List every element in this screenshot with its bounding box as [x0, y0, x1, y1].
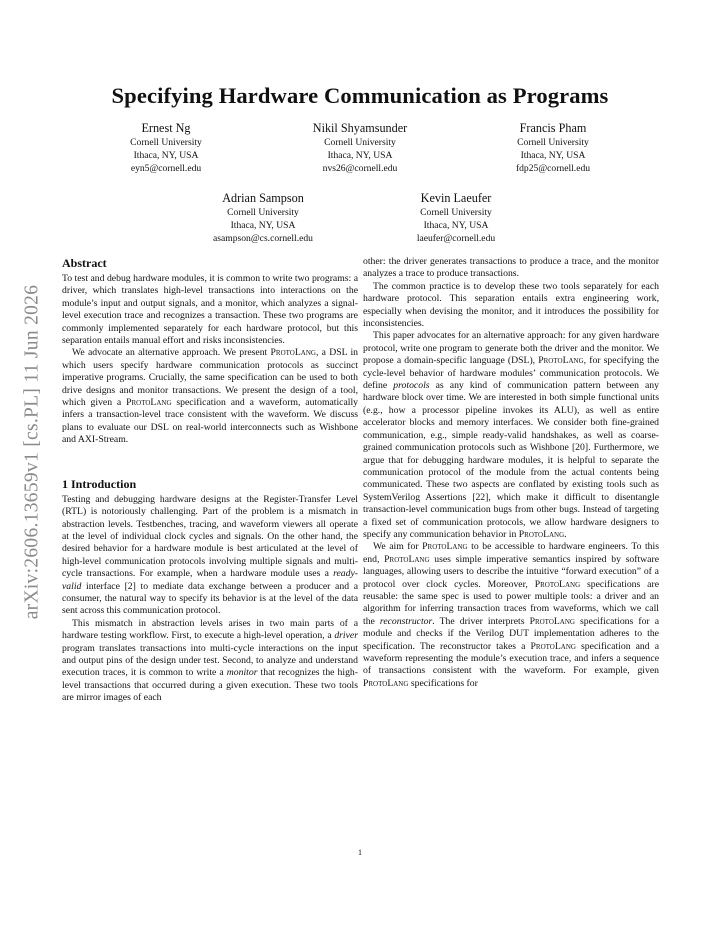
right-column	[363, 256, 659, 690]
author-block	[371, 191, 541, 246]
author-block	[275, 121, 445, 176]
author-email: nvs26@cornell.edu	[322, 163, 398, 175]
author-block	[178, 191, 348, 246]
author-affiliation: Cornell University	[227, 207, 299, 218]
author-affiliation: Cornell University	[420, 207, 492, 218]
author-affiliation: Cornell University	[517, 137, 589, 148]
author-email: eyn5@cornell.edu	[130, 163, 202, 175]
author-name: Adrian Sampson	[222, 191, 304, 205]
protolang-name: ProtoLang	[384, 553, 430, 565]
author-name: Nikil Shyamsunder	[312, 121, 408, 135]
author-location: Ithaca, NY, USA	[423, 220, 489, 232]
protolang-name: ProtoLang	[126, 397, 172, 409]
intro-paragraph: This mismatch in abstraction levels arises in two main parts of a hardware testing workflow. First, to execute a high-level operation, a driver program translates transactions into multi-cycle interactions on the input and output pins of the design under test. Second, to analyze and understand execution traces, it is common to write a monitor that recognizes the high-level transactions that occurred during a given execution. These two tools are mirror images of each	[62, 617, 359, 704]
abstract-heading: Abstract	[62, 256, 107, 270]
author-name: Kevin Laeufer	[420, 191, 492, 205]
author-email: laeufer@cornell.edu	[416, 233, 496, 245]
abstract-paragraph: We advocate an alternative approach. We present ProtoLang, a DSL in which users specify hardware communication protocols as succinct imperative programs. Crucially, the same specification can be used to both drive designs and monitor transactions. We present the design of a tool, which given a ProtoLang specification and a waveform, automatically infers a transaction-level trace consistent with the waveform. We discuss plans to evaluate our DSL on real-world interconnects such as Wishbone and AXI-Stream.	[62, 347, 359, 446]
body-paragraph: The common practice is to develop these two tools separately for each hardware protocol. This separation entails extra engineering work, especially when devising the monitor, and it introduces the possibility for inconsistencies.	[363, 280, 659, 330]
protolang-name: ProtoLang	[363, 677, 409, 689]
body-paragraph: We aim for ProtoLang to be accessible to hardware engineers. To this end, ProtoLang uses simple imperative semantics inspired by software languages, allowing users to describe the intuitive “forward execution” of a protocol over clock cycles. Moreover, ProtoLang specifications are reusable: the same spec is used to power multiple tools: a driver and an algorithm for inferring transaction traces from waveforms, which we call the reconstructor. The driver interprets ProtoLang specifications for a module and checks if the Verilog DUT implementation adheres to the specification. The reconstructor takes a ProtoLang specification and a waveform representing the module’s execution trace, and infers a sequence of transactions consistent with the waveform. For example, given ProtoLang specifications for	[363, 541, 660, 689]
left-column	[62, 256, 358, 705]
author-location: Ithaca, NY, USA	[230, 220, 296, 232]
protolang-name: ProtoLang	[530, 640, 576, 652]
author-email: asampson@cs.cornell.edu	[213, 233, 313, 245]
paper-title: Specifying Hardware Communication as Programs	[111, 83, 609, 108]
protolang-name: ProtoLang	[529, 615, 575, 627]
author-name: Ernest Ng	[141, 121, 191, 135]
protolang-name: ProtoLang	[538, 355, 584, 367]
author-affiliation: Cornell University	[130, 137, 202, 148]
author-location: Ithaca, NY, USA	[133, 150, 199, 162]
protolang-name: ProtoLang	[422, 541, 468, 553]
author-name: Francis Pham	[519, 121, 587, 135]
page-number: 1	[358, 848, 362, 857]
body-paragraph: other: the driver generates transactions to produce a trace, and the monitor analyzes a trace to produce transactions.	[363, 256, 659, 280]
arxiv-identifier	[12, 262, 52, 642]
author-block	[468, 121, 638, 176]
author-location: Ithaca, NY, USA	[520, 150, 586, 162]
author-affiliation: Cornell University	[324, 137, 396, 148]
author-location: Ithaca, NY, USA	[327, 150, 393, 162]
author-email: fdp25@cornell.edu	[515, 163, 591, 175]
section-heading-introduction: 1 Introduction	[62, 476, 137, 491]
protolang-name: ProtoLang	[518, 528, 565, 540]
arxiv-identifier-text: arXiv:2606.13659v1 [cs.PL] 11 Jun 2026	[21, 284, 43, 620]
abstract-paragraph: To test and debug hardware modules, it is common to write two programs: a driver, which translates high-level transactions into interactions on the module’s input and output signals, and a monitor, which analyzes a signal-level execution trace and recognizes a transaction. These two programs are commonly implemented separately for each hardware protocol, but this separation entails manual effort and risks inconsistencies.	[62, 273, 358, 347]
protolang-name: ProtoLang	[270, 347, 316, 359]
intro-paragraph: Testing and debugging hardware designs at the Register-Transfer Level (RTL) is notoriously challenging. Part of the problem is a mismatch in abstraction levels. Testbenches, tracing, and waveform viewers all operate at the level of individual clock cycles and signals. On the other hand, the desired behavior for a hardware module is best articulated at the level of high-level communication protocols involving multiple signals and multi-cycle transactions. For example, when a hardware module uses a ready-valid interface [2] to mediate data exchange between a producer and a consumer, the natural way to specify its behavior is at the level of the data sent across this communication protocol.	[62, 493, 358, 617]
body-paragraph: This paper advocates for an alternative approach: for any given hardware protocol, write one program to generate both the driver and the monitor. We propose a domain-specific language (DSL), ProtoLang, for specifying the cycle-level behavior of hardware modules’ communication protocols. We define protocols as any kind of communication pattern between any hardware block over time. We are interested in both simple functional units (e.g., how a processor pipeline invokes its ALU), as well as entire accelerator blocks and memory interfaces. We consider both fine-grained communication, e.g., simple ready-valid handshakes, as well as coarse-grained communication protocols such as Wishbone [20]. Furthermore, we argue that for debugging hardware modules, it is helpful to separate the communication protocol of the module from the actual contents being communicated. These two aspects are conflated by existing tools such as SystemVerilog Assertions [22], which make it difficult to disentangle transaction-level communication bugs from other bugs. Instead of targeting a fixed set of communication protocols, we allow hardware designers to specify any communication behavior in ProtoLang.	[363, 330, 659, 540]
author-block	[81, 121, 251, 176]
protolang-name: ProtoLang	[534, 578, 581, 590]
